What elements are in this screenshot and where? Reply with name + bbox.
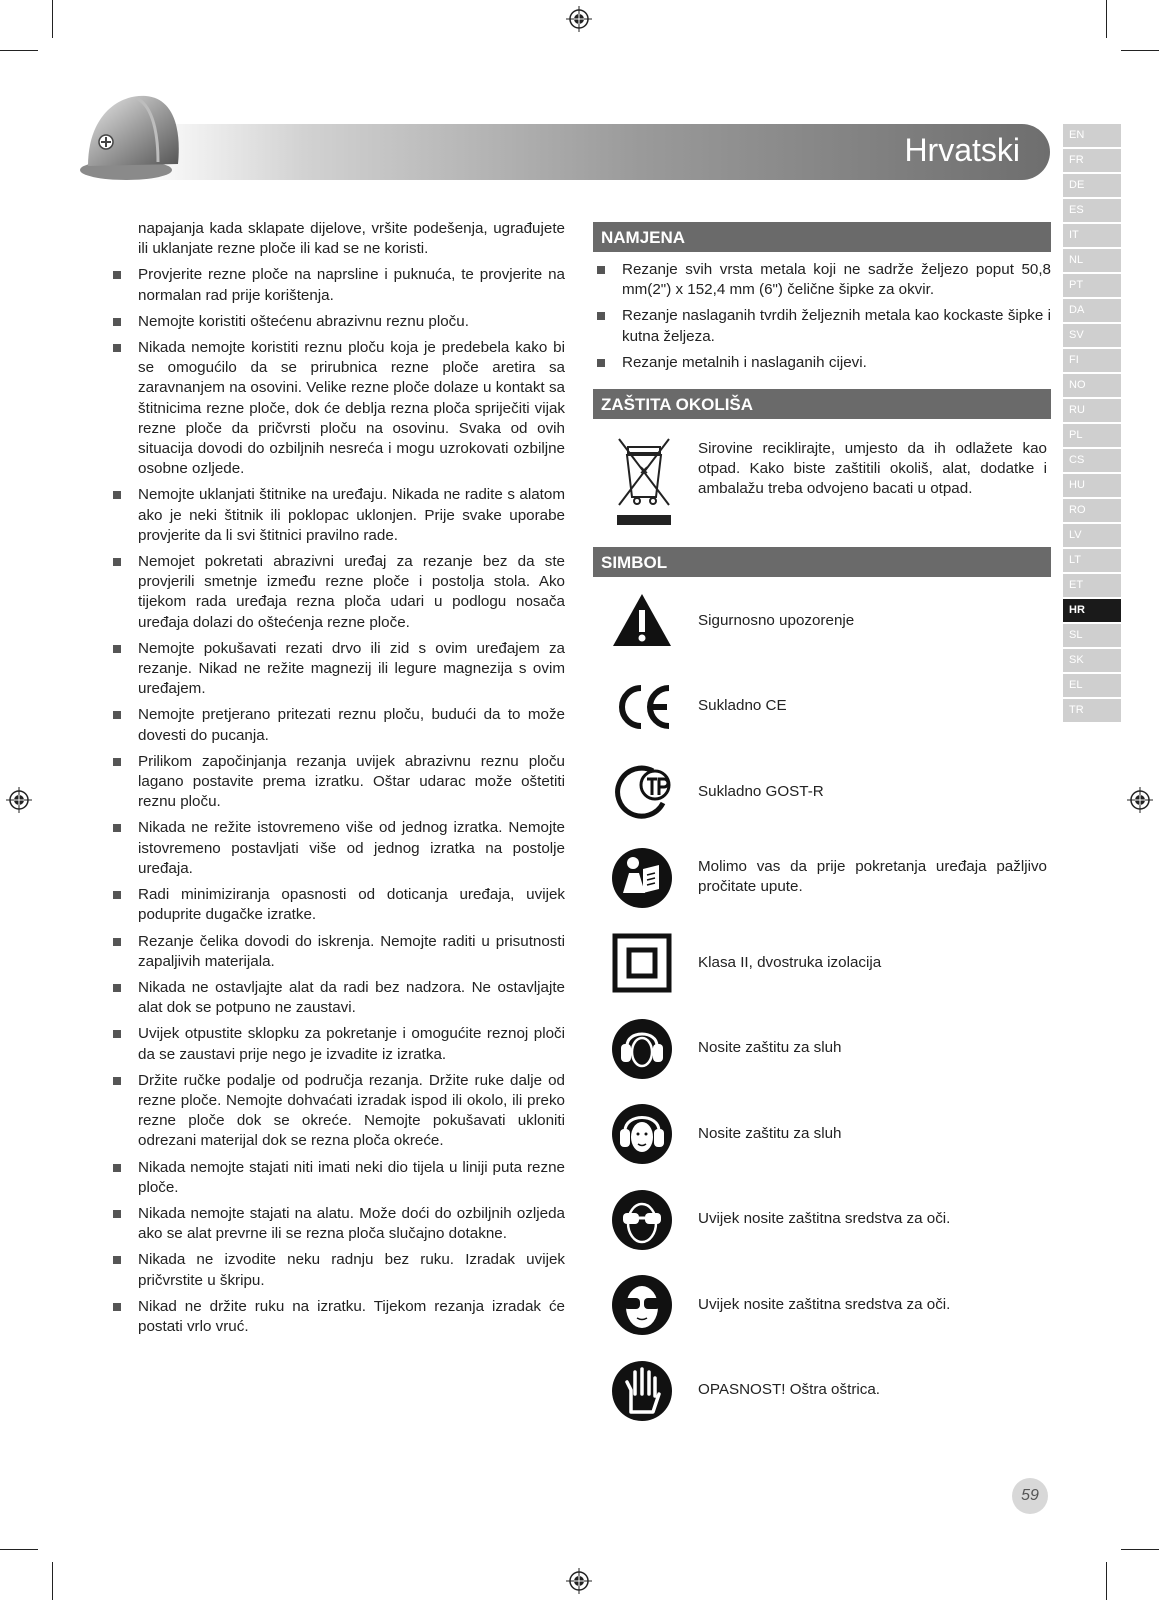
symbol-description: OPASNOST! Oštra oštrica. [698, 1381, 881, 1399]
glove-icon [611, 1360, 673, 1422]
language-tab-no[interactable]: NO [1063, 374, 1121, 397]
registration-mark-icon [6, 787, 32, 813]
symbol-description: Uvijek nosite zaštitna sredstva za oči. [698, 1295, 951, 1313]
language-tab-sk[interactable]: SK [1063, 649, 1121, 672]
symbol-row [593, 920, 1051, 1006]
language-tab-da[interactable]: DA [1063, 299, 1121, 322]
safety-bullet: Nemojet pokretati abrazivni uređaj za rezanje bez da ste provjerili smetnje između rezne ploče i postolja stola. Ako tijekom rada uređaja rezna ploča udari u podlogu nosača uređaja dolazi do oštećenja rezne ploče. [110, 552, 565, 633]
right-column [593, 222, 1051, 1433]
language-tab-nl[interactable]: NL [1063, 249, 1121, 272]
safety-bullet: Nemojte pokušavati rezati drvo ili zid s ovim uređajem za rezanje. Nikad ne režite magnezij ili legure magnezija s ovim uređajem. [110, 639, 565, 700]
read-manual-icon [611, 847, 673, 909]
crop-mark [1121, 1549, 1159, 1550]
intended-use-bullet: Rezanje svih vrsta metala koji ne sadrže željezo poput 50,8 mm(2") x 152,4 mm (6") čelične šipke za okvir. [593, 260, 1051, 300]
crop-mark [1106, 1562, 1107, 1600]
safety-bullet: Radi minimiziranja opasnosti od doticanja uređaja, uvijek poduprite dugačke izratke. [110, 885, 565, 925]
symbol-row [593, 835, 1051, 921]
language-tab-cs[interactable]: CS [1063, 449, 1121, 472]
crop-mark [52, 0, 53, 38]
language-tab-hu[interactable]: HU [1063, 474, 1121, 497]
language-tab-de[interactable]: DE [1063, 174, 1121, 197]
symbol-description: Sigurnosno upozorenje [698, 611, 855, 629]
registration-mark-icon [566, 6, 592, 32]
language-tab-fr[interactable]: FR [1063, 149, 1121, 172]
gost-r-icon [611, 761, 673, 823]
language-tab-sv[interactable]: SV [1063, 324, 1121, 347]
language-tab-ru[interactable]: RU [1063, 399, 1121, 422]
section-heading-namjena: NAMJENA [593, 222, 1051, 252]
language-tab-it[interactable]: IT [1063, 224, 1121, 247]
safety-bullet: Uvijek otpustite sklopku za pokretanje i omogućite reznoj ploči da se zaustavi prije nego je izvadite iz izratka. [110, 1024, 565, 1064]
section-heading-simbol: SIMBOL [593, 547, 1051, 577]
language-tab-pt[interactable]: PT [1063, 274, 1121, 297]
symbol-description: Sukladno CE [698, 697, 787, 715]
safety-bullet: Nikada ne režite istovremeno više od jednog izratka. Nemojte istovremeno postavljati više od jednog izratka na postolje uređaja. [110, 818, 565, 879]
ce-mark-icon [611, 676, 673, 738]
symbol-row [593, 1348, 1051, 1434]
page-title: Hrvatski [904, 132, 1020, 168]
intended-use-bullet: Rezanje metalnih i naslaganih cijevi. [593, 353, 1051, 373]
warning-triangle-icon [611, 590, 673, 652]
intended-use-bullet: Rezanje naslaganih tvrdih željeznih metala kao kockaste šipke i kutna željeza. [593, 306, 1051, 346]
ear-protection-face-icon [611, 1103, 673, 1165]
eye-protection-icon [611, 1189, 673, 1251]
symbol-description: Sukladno GOST-R [698, 782, 824, 800]
language-tabs [1063, 124, 1121, 724]
hard-hat-icon [78, 86, 188, 186]
language-tab-ro[interactable]: RO [1063, 499, 1121, 522]
crop-mark [1106, 0, 1107, 38]
weee-bin-icon [615, 435, 673, 527]
language-tab-lv[interactable]: LV [1063, 524, 1121, 547]
language-tab-el[interactable]: EL [1063, 674, 1121, 697]
symbol-description: Klasa II, dvostruka izolacija [698, 953, 882, 971]
registration-mark-icon [566, 1568, 592, 1594]
section-heading-zastita-okolisa: ZAŠTITA OKOLIŠA [593, 389, 1051, 419]
symbol-row [593, 749, 1051, 835]
safety-bullet: Nikada nemojte stajati niti imati neki dio tijela u liniji puta rezne ploče. [110, 1158, 565, 1198]
language-tab-en[interactable]: EN [1063, 124, 1121, 147]
recycling-text: Sirovine reciklirajte, umjesto da ih odlažete kao otpad. Kako biste zaštitili okoliš, alat, dodatke i ambalažu treba odvojeno bacati u otpad. [698, 440, 1047, 498]
symbol-description: Nosite zaštitu za sluh [698, 1124, 842, 1142]
symbol-list [593, 578, 1051, 1433]
language-tab-lt[interactable]: LT [1063, 549, 1121, 572]
crop-mark [1121, 50, 1159, 51]
safety-bullet: Nikada nemojte stajati na alatu. Može doći do ozbiljnih ozljeda ako se alat prevrne ili se rezna ploča slučajno dotakne. [110, 1204, 565, 1244]
intro-text: napajanja kada sklapate dijelove, vršite podešenja, ugrađujete ili uklanjate rezne ploče ili kad se ne koristi. [138, 220, 565, 258]
crop-mark [0, 1549, 38, 1550]
safety-bullet: Rezanje čelika dovodi do iskrenja. Nemojte raditi u prisutnosti zapaljivih materijala. [110, 932, 565, 972]
safety-bullet: Nikada nemojte koristiti reznu ploču koja je predebela kako bi se omogućilo da se prirubnica rezne ploče aretira sa zaravnanjem na osovini. Velike rezne ploče dolaze u kontakt sa štitnicima rezne ploče, dok će deblja rezna ploča spriječiti vijak rezne ploče da pričvrsti ploču na osovinu. Svaka od ovih situacija dovodi do ozbiljnih nesreća i mogu uzrokovati ozbiljne osobne ozljede. [110, 338, 565, 479]
ear-protection-icon [611, 1018, 673, 1080]
safety-bullet: Nikada ne ostavljajte alat da radi bez nadzora. Ne ostavljajte alat dok se potpuno ne zaustavi. [110, 978, 565, 1018]
language-tab-hr[interactable]: HR [1063, 599, 1121, 622]
header-bar [140, 124, 1050, 180]
symbol-description: Molimo vas da prije pokretanja uređaja pažljivo pročitate upute. [698, 858, 1047, 896]
symbol-description: Nosite zaštitu za sluh [698, 1039, 842, 1057]
safety-bullet: Nikada ne izvodite neku radnju bez ruku. Izradak uvijek pričvrstite u škripu. [110, 1250, 565, 1290]
language-tab-pl[interactable]: PL [1063, 424, 1121, 447]
language-tab-tr[interactable]: TR [1063, 699, 1121, 722]
class-ii-icon [611, 932, 673, 994]
safety-bullet: Nikad ne držite ruku na izratku. Tijekom rezanja izradak će postati vrlo vruć. [110, 1297, 565, 1337]
safety-bullet: Prilikom započinjanja rezanja uvijek abrazivnu reznu ploču lagano postavite prema izratku. Oštar udarac može oštetiti reznu ploču. [110, 752, 565, 813]
language-tab-es[interactable]: ES [1063, 199, 1121, 222]
safety-bullet: Nemojte koristiti oštećenu abrazivnu reznu ploču. [110, 312, 565, 332]
symbol-row [593, 578, 1051, 664]
language-tab-fi[interactable]: FI [1063, 349, 1121, 372]
eye-protection-face-icon [611, 1274, 673, 1336]
page-number: 59 [1012, 1478, 1048, 1514]
safety-instructions [110, 219, 565, 1343]
symbol-description: Uvijek nosite zaštitna sredstva za oči. [698, 1210, 951, 1228]
safety-bullet: Nemojte pretjerano pritezati reznu ploču, budući da to može dovesti do pucanja. [110, 705, 565, 745]
language-tab-et[interactable]: ET [1063, 574, 1121, 597]
symbol-row [593, 1091, 1051, 1177]
crop-mark [52, 1562, 53, 1600]
safety-bullet: Držite ručke podalje od područja rezanja. Držite ruke dalje od rezne ploče. Nemojte dohvaćati izradak ispod ili okolo, ili preko rezne ploče dok se okreće. Nemojte pokušavati ukloniti odrezani materijal dok se rezna ploča okreće. [110, 1071, 565, 1152]
registration-mark-icon [1127, 787, 1153, 813]
symbol-row [593, 1006, 1051, 1092]
language-tab-sl[interactable]: SL [1063, 624, 1121, 647]
safety-bullet: Nemojte uklanjati štitnike na uređaju. Nikada ne radite s alatom ako je neki štitnik ili poklopac uklonjen. Prije svake uporabe provjerite da li svi štitnici pravilno rade. [110, 485, 565, 546]
symbol-row [593, 1262, 1051, 1348]
recycling-block [593, 419, 1051, 547]
symbol-row [593, 664, 1051, 750]
crop-mark [0, 50, 38, 51]
symbol-row [593, 1177, 1051, 1263]
safety-bullet: Provjerite rezne ploče na naprsline i puknuća, te provjerite na normalan rad prije korištenja. [110, 265, 565, 305]
